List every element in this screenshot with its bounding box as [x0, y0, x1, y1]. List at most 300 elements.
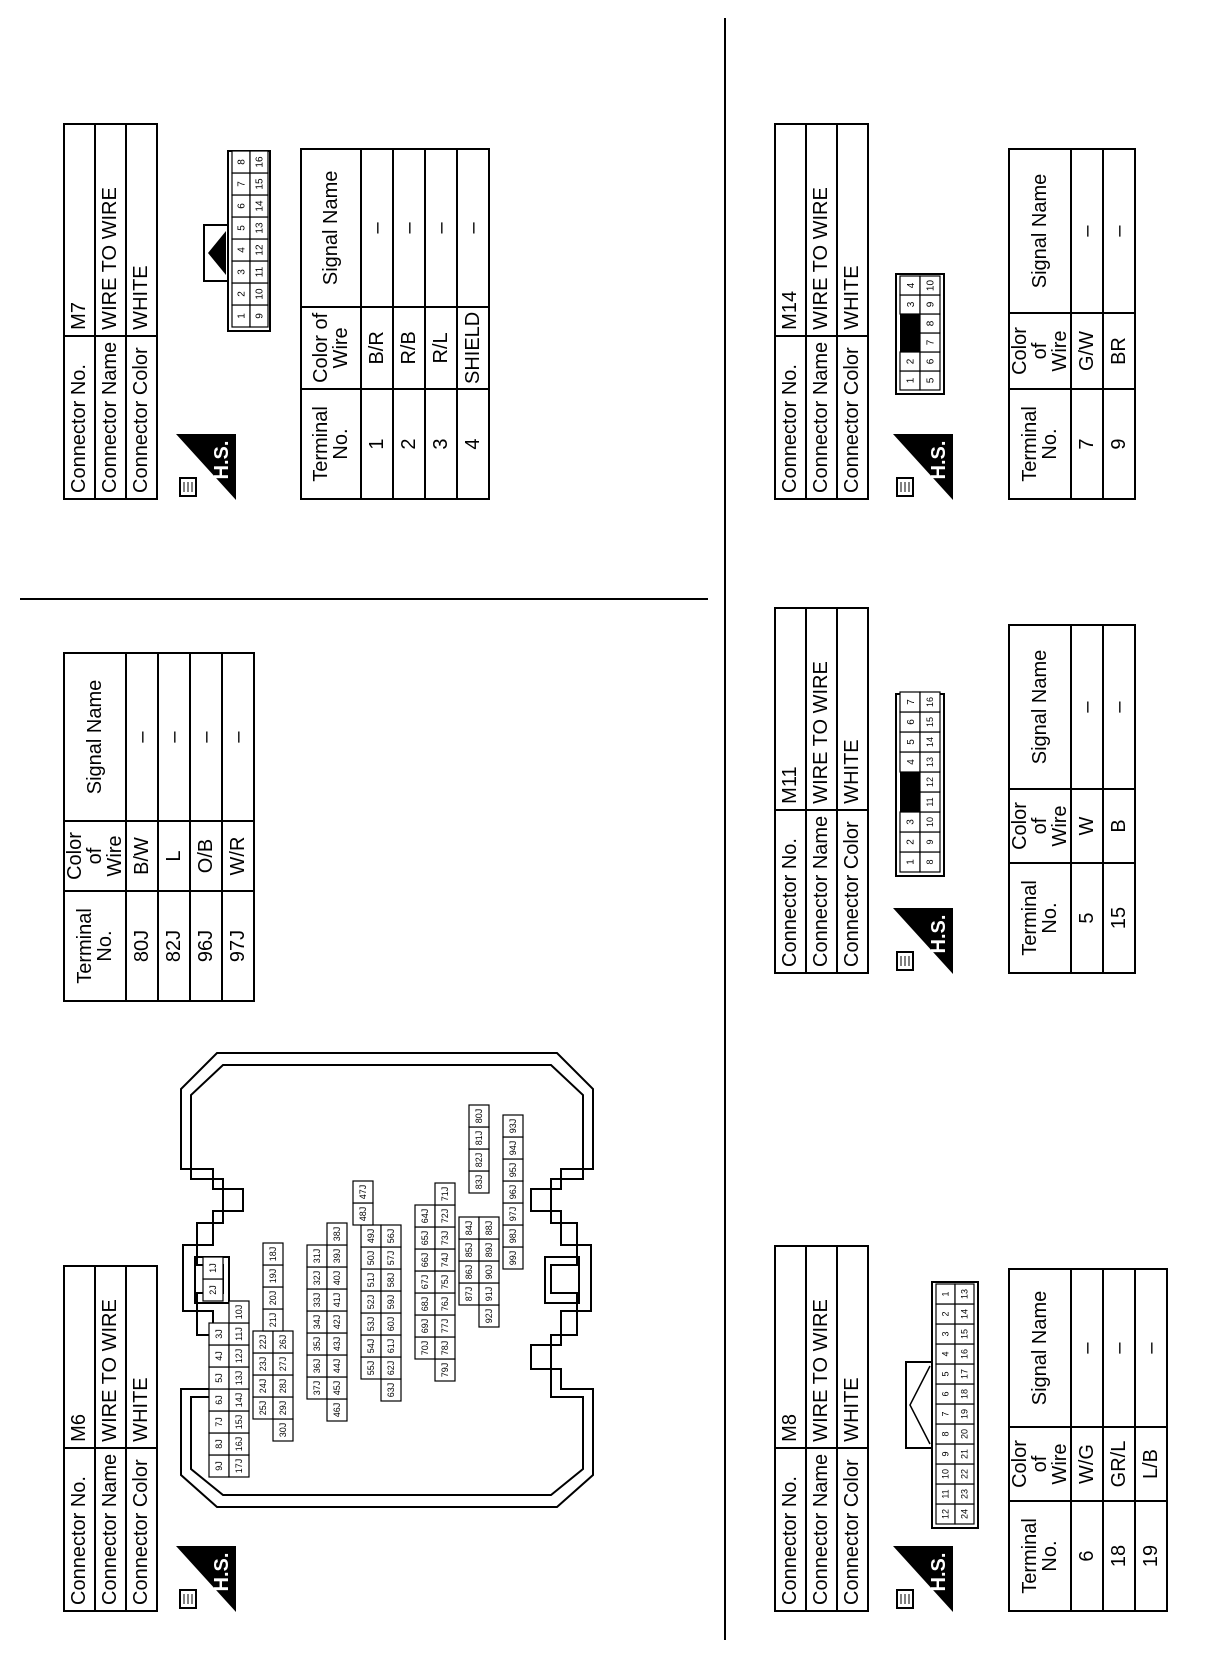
- pin-label: 79J: [440, 1362, 451, 1378]
- pin-label: 68J: [420, 1296, 431, 1312]
- pin-label: 11J: [234, 1327, 245, 1341]
- pin-label: 22: [959, 1468, 970, 1480]
- pin-label: 11: [254, 266, 266, 278]
- pin-label: 88J: [484, 1220, 495, 1236]
- m7-hs-label: H.S.: [211, 440, 233, 480]
- pin-label: 7: [925, 339, 937, 346]
- pin-label: 1: [905, 377, 917, 384]
- m7-col-terminal-no: Terminal No.: [301, 389, 361, 499]
- m8-col-color-of-wire: [1009, 1427, 1071, 1501]
- pin-label: 1J: [208, 1263, 219, 1273]
- pin-label: 26J: [278, 1334, 289, 1350]
- m11-connector-no: M11: [775, 608, 806, 810]
- m8-signal: –: [1071, 1269, 1103, 1427]
- pin-label: 90J: [484, 1264, 495, 1280]
- pin-label: 16: [959, 1348, 970, 1360]
- keyway-block: [900, 772, 920, 812]
- pin-label: 96J: [508, 1184, 519, 1200]
- pin-label: 34J: [312, 1314, 323, 1330]
- pin-label: 1: [236, 313, 248, 319]
- m6-connector-no-label: Connector No.: [64, 1448, 95, 1611]
- pin-label: 7: [906, 699, 917, 705]
- pin-label: 36J: [312, 1358, 323, 1374]
- m14-signal: –: [1103, 149, 1135, 313]
- m6-hs-label: H.S.: [211, 1552, 233, 1592]
- m6-pin-grid: [203, 1105, 523, 1477]
- m8-col-terminal-no: Terminal No.: [1009, 1501, 1071, 1611]
- pin-label: 22J: [258, 1334, 269, 1350]
- pin-label: 30J: [278, 1422, 289, 1438]
- m7-connector-no: M7: [64, 124, 95, 336]
- pin-label: 10J: [234, 1304, 245, 1320]
- pin-label: 42J: [332, 1314, 343, 1330]
- pin-label: 50J: [366, 1250, 377, 1266]
- pin-label: 13J: [234, 1370, 245, 1386]
- pin-label: 82J: [474, 1152, 485, 1168]
- pin-label: 46J: [332, 1402, 343, 1418]
- pin-label: 10: [925, 816, 936, 828]
- pin-label: 31J: [312, 1248, 323, 1264]
- m8-col-color-of: Color of: [1009, 1440, 1051, 1488]
- pin-label: 3: [940, 1331, 951, 1337]
- horizontal-divider: [724, 18, 726, 1640]
- pin-label: 15: [254, 178, 266, 190]
- table-row: [1103, 625, 1135, 973]
- m6-signal: –: [158, 653, 190, 821]
- m14-pin-grid: [900, 276, 940, 390]
- pin-label: 23J: [258, 1356, 269, 1372]
- pin-label: 14: [959, 1308, 970, 1320]
- m6-connector-name: WIRE TO WIRE: [95, 1266, 126, 1448]
- m6-terminal-table: [63, 652, 255, 1002]
- m7-connector-name-label: Connector Name: [95, 336, 126, 499]
- m14-connector-no-label: Connector No.: [775, 336, 806, 499]
- m11-connector-name-label: Connector Name: [806, 810, 837, 973]
- m7-wire-color: R/L: [425, 307, 457, 389]
- pin-label: 8: [925, 320, 937, 327]
- m6-signal: –: [190, 653, 222, 821]
- pin-label: 23: [959, 1488, 970, 1500]
- pin-label: 66J: [420, 1252, 431, 1268]
- m6-signal: –: [126, 653, 158, 821]
- m7-signal: –: [361, 149, 393, 307]
- pin-label: 74J: [440, 1252, 451, 1268]
- m7-connector-no-label: Connector No.: [64, 336, 95, 499]
- pin-label: 59J: [386, 1294, 397, 1310]
- pin-label: 16: [925, 696, 936, 708]
- m6-harness-side-icon: [176, 1546, 236, 1612]
- pin-label: 17: [959, 1368, 970, 1380]
- pin-label: 21: [959, 1448, 970, 1460]
- pin-label: 1: [905, 859, 917, 865]
- table-row: [425, 149, 457, 499]
- pin-label: 8J: [214, 1439, 225, 1449]
- m8-terminal-no: 19: [1135, 1501, 1167, 1611]
- keyway-block: [900, 314, 920, 352]
- m8-connector-name: WIRE TO WIRE: [806, 1246, 837, 1448]
- pin-label: 39J: [332, 1248, 343, 1264]
- m14-connector-face: [890, 258, 950, 398]
- table-row: [158, 653, 190, 1001]
- m7-wire-color: B/R: [361, 307, 393, 389]
- m11-harness-side-icon: [893, 908, 953, 974]
- m6-wire-color: L: [158, 821, 190, 891]
- pin-label: 27J: [278, 1356, 289, 1372]
- pin-label: 65J: [420, 1230, 431, 1246]
- m6-terminal-no: 80J: [126, 891, 158, 1001]
- m7-col-signal-name: Signal Name: [301, 149, 361, 307]
- m7-signal: –: [425, 149, 457, 307]
- pin-label: 18J: [268, 1246, 279, 1262]
- pin-label: 78J: [440, 1340, 451, 1356]
- m8-connector-face: [900, 1262, 1000, 1532]
- pin-label: 15: [959, 1328, 970, 1340]
- pin-label: 11: [940, 1489, 951, 1499]
- pin-label: 97J: [508, 1206, 519, 1222]
- m8-header-table: [774, 1245, 869, 1612]
- table-row: [361, 149, 393, 499]
- pin-label: 4: [236, 247, 248, 253]
- pin-label: 49J: [366, 1228, 377, 1244]
- m8-col-signal-name: Signal Name: [1009, 1269, 1071, 1427]
- table-row: [457, 149, 489, 499]
- pin-label: 80J: [474, 1108, 485, 1124]
- pin-label: 15J: [234, 1414, 245, 1430]
- pin-label: 61J: [386, 1338, 397, 1354]
- pin-label: 6: [940, 1391, 951, 1397]
- pin-label: 11: [925, 797, 936, 807]
- pin-label: 32J: [312, 1270, 323, 1286]
- pin-label: 37J: [312, 1380, 323, 1396]
- pin-label: 56J: [386, 1228, 397, 1244]
- m8-signal: –: [1103, 1269, 1135, 1427]
- pin-label: 21J: [268, 1312, 279, 1328]
- m8-connector-color: WHITE: [837, 1246, 868, 1448]
- m6-terminal-no: 97J: [222, 891, 254, 1001]
- m7-signal: –: [457, 149, 489, 307]
- pin-label: 15: [925, 716, 936, 728]
- pin-label: 2: [905, 839, 917, 845]
- pin-label: 8: [940, 1431, 951, 1437]
- table-row: [222, 653, 254, 1001]
- pin-label: 13: [254, 222, 266, 234]
- pin-label: 10: [940, 1468, 951, 1480]
- pin-label: 67J: [420, 1274, 431, 1290]
- pin-label: 3: [236, 269, 248, 275]
- m8-pin-grid: [936, 1284, 974, 1524]
- m8-connector-no: M8: [775, 1246, 806, 1448]
- m7-col-color-of: Color of: [310, 312, 332, 383]
- pin-label: 89J: [484, 1242, 495, 1258]
- pin-label: 9: [940, 1451, 951, 1457]
- m7-col-color-of-wire: [301, 307, 361, 389]
- m7-col-wire: Wire: [330, 327, 352, 369]
- m11-col-color-of: Color of: [1009, 802, 1051, 850]
- pin-label: 5: [236, 225, 248, 231]
- m11-terminal-no: 5: [1071, 863, 1103, 973]
- pin-label: 64J: [420, 1208, 431, 1224]
- pin-label: 2: [236, 291, 248, 297]
- m14-terminal-table: [1008, 148, 1136, 500]
- m14-wire-color: BR: [1103, 313, 1135, 389]
- pin-label: 47J: [358, 1184, 369, 1200]
- pin-label: 29J: [278, 1400, 289, 1416]
- m11-terminal-no: 15: [1103, 863, 1135, 973]
- pin-label: 25J: [258, 1400, 269, 1416]
- m8-harness-side-icon: [893, 1546, 953, 1612]
- pin-label: 38J: [332, 1226, 343, 1242]
- pin-label: 4J: [214, 1351, 225, 1361]
- pin-label: 9: [925, 301, 937, 308]
- m11-connector-no-label: Connector No.: [775, 810, 806, 973]
- pin-label: 7: [236, 181, 248, 187]
- pin-label: 14: [925, 736, 936, 748]
- m11-terminal-table: [1008, 624, 1136, 974]
- pin-label: 1: [940, 1291, 951, 1297]
- pin-label: 43J: [332, 1336, 343, 1352]
- table-row: [393, 149, 425, 499]
- pin-label: 62J: [386, 1360, 397, 1376]
- pin-label: 95J: [508, 1162, 519, 1178]
- m11-col-color-of-wire: [1009, 789, 1071, 863]
- pin-label: 35J: [312, 1336, 323, 1352]
- m7-connector-color-label: Connector Color: [126, 336, 157, 499]
- pin-label: 58J: [386, 1272, 397, 1288]
- pin-label: 20J: [268, 1290, 279, 1306]
- m14-col-wire: Wire: [1049, 330, 1071, 372]
- pin-label: 85J: [464, 1242, 475, 1258]
- m6-connector-face: [173, 1045, 603, 1515]
- m8-wire-color: GR/L: [1103, 1427, 1135, 1501]
- pin-label: 12: [940, 1508, 951, 1520]
- pin-label: 19: [959, 1408, 970, 1420]
- pin-label: 8: [236, 159, 248, 165]
- m7-pin-grid: [232, 151, 268, 327]
- pin-label: 6: [906, 719, 917, 725]
- m8-wire-color: L/B: [1135, 1427, 1167, 1501]
- m6-terminal-no: 82J: [158, 891, 190, 1001]
- pin-label: 71J: [440, 1186, 451, 1202]
- m11-hs-label: H.S.: [928, 914, 950, 954]
- table-row: [190, 653, 222, 1001]
- m7-terminal-no: 2: [393, 389, 425, 499]
- pin-label: 5: [940, 1371, 951, 1377]
- m7-connector-color: WHITE: [126, 124, 157, 336]
- m7-connector-name: WIRE TO WIRE: [95, 124, 126, 336]
- pin-label: 55J: [366, 1360, 377, 1376]
- table-row: [1071, 149, 1103, 499]
- pin-label: 45J: [332, 1380, 343, 1396]
- pin-label: 8: [925, 859, 936, 865]
- m11-signal: –: [1071, 625, 1103, 789]
- m11-connector-face: [890, 680, 950, 880]
- m7-signal: –: [393, 149, 425, 307]
- m6-signal: –: [222, 653, 254, 821]
- m14-terminal-no: 7: [1071, 389, 1103, 499]
- pin-label: 54J: [366, 1338, 377, 1354]
- pin-label: 72J: [440, 1208, 451, 1224]
- pin-label: 13: [925, 756, 936, 768]
- m11-col-signal-name: Signal Name: [1009, 625, 1071, 789]
- pin-label: 14: [254, 200, 266, 212]
- pin-label: 52J: [366, 1294, 377, 1310]
- pin-label: 48J: [358, 1206, 369, 1222]
- pin-label: 60J: [386, 1316, 397, 1332]
- pin-label: 10: [254, 288, 266, 300]
- m8-signal: –: [1135, 1269, 1167, 1427]
- pin-label: 53J: [366, 1316, 377, 1332]
- m7-terminal-no: 1: [361, 389, 393, 499]
- m11-connector-color: WHITE: [837, 608, 868, 810]
- m6-connector-color-label: Connector Color: [126, 1448, 157, 1611]
- table-row: [1103, 1269, 1135, 1611]
- pin-label: 51J: [366, 1272, 377, 1288]
- pin-label: 94J: [508, 1140, 519, 1156]
- m8-terminal-no: 18: [1103, 1501, 1135, 1611]
- table-row: [1103, 149, 1135, 499]
- m11-signal: –: [1103, 625, 1135, 789]
- pin-label: 3: [906, 301, 917, 308]
- pin-label: 86J: [464, 1264, 475, 1280]
- m6-terminal-no: 96J: [190, 891, 222, 1001]
- m14-wire-color: G/W: [1071, 313, 1103, 389]
- pin-label: 7: [940, 1411, 951, 1417]
- pin-label: 6J: [214, 1395, 225, 1405]
- pin-label: 75J: [440, 1274, 451, 1290]
- pin-label: 9J: [214, 1461, 225, 1471]
- pin-label: 12: [254, 244, 266, 256]
- m6-col-wire: Wire: [104, 835, 126, 877]
- pin-label: 9: [925, 839, 936, 845]
- table-row: [1071, 625, 1103, 973]
- pin-label: 24J: [258, 1378, 269, 1394]
- table-row: [1135, 1269, 1167, 1611]
- m8-connector-name-label: Connector Name: [806, 1448, 837, 1611]
- m14-connector-name-label: Connector Name: [806, 336, 837, 499]
- pin-label: 93J: [508, 1118, 519, 1134]
- m7-wire-color: R/B: [393, 307, 425, 389]
- m11-connector-name: WIRE TO WIRE: [806, 608, 837, 810]
- pin-label: 99J: [508, 1250, 519, 1266]
- m8-connector-no-label: Connector No.: [775, 1448, 806, 1611]
- pin-label: 24: [959, 1508, 970, 1520]
- m14-col-signal-name: Signal Name: [1009, 149, 1071, 313]
- pin-label: 17J: [234, 1458, 245, 1474]
- m14-col-terminal-no: Terminal No.: [1009, 389, 1071, 499]
- m6-wire-color: O/B: [190, 821, 222, 891]
- pin-label: 12J: [234, 1348, 245, 1364]
- pin-label: 2: [905, 358, 917, 365]
- m14-header-table: [774, 123, 869, 500]
- m14-connector-no: M14: [775, 124, 806, 336]
- m7-harness-side-icon: [176, 434, 236, 500]
- m14-terminal-no: 9: [1103, 389, 1135, 499]
- pin-label: 6: [236, 203, 248, 209]
- pin-label: 4: [940, 1351, 951, 1357]
- pin-label: 44J: [332, 1358, 343, 1374]
- pin-label: 7J: [214, 1417, 225, 1427]
- pin-label: 4: [906, 759, 917, 765]
- pin-label: 77J: [440, 1318, 451, 1334]
- pin-label: 98J: [508, 1228, 519, 1244]
- pin-label: 40J: [332, 1270, 343, 1286]
- pin-label: 3J: [214, 1329, 225, 1339]
- m14-signal: –: [1071, 149, 1103, 313]
- pin-label: 87J: [464, 1286, 475, 1302]
- pin-label: 20: [959, 1428, 970, 1440]
- pin-label: 76J: [440, 1296, 451, 1312]
- pin-label: 33J: [312, 1292, 323, 1308]
- m6-wire-color: B/W: [126, 821, 158, 891]
- m14-col-color-of-wire: [1009, 313, 1071, 389]
- pin-label: 84J: [464, 1220, 475, 1236]
- pin-label: 5: [925, 377, 937, 384]
- pin-label: 63J: [386, 1382, 397, 1398]
- m7-terminal-no: 3: [425, 389, 457, 499]
- pin-label: 19J: [268, 1268, 279, 1284]
- pin-label: 73J: [440, 1230, 451, 1246]
- m6-col-signal-name: Signal Name: [64, 653, 126, 821]
- m11-wire-color: W: [1071, 789, 1103, 863]
- m8-wire-color: W/G: [1071, 1427, 1103, 1501]
- table-row: [126, 653, 158, 1001]
- pin-label: 5J: [214, 1373, 225, 1383]
- pin-label: 2: [940, 1311, 951, 1317]
- m7-header-table: [63, 123, 158, 500]
- vertical-divider: [20, 598, 708, 600]
- pin-label: 12: [925, 776, 936, 788]
- pin-label: 91J: [484, 1286, 495, 1302]
- m14-harness-side-icon: [893, 434, 953, 500]
- m14-connector-color: WHITE: [837, 124, 868, 336]
- m11-header-table: [774, 607, 869, 974]
- m14-connector-name: WIRE TO WIRE: [806, 124, 837, 336]
- m6-header-table: [63, 1265, 158, 1612]
- m14-hs-label: H.S.: [928, 440, 950, 480]
- pin-label: 18: [959, 1388, 970, 1400]
- pin-label: 2J: [208, 1285, 219, 1295]
- m14-connector-color-label: Connector Color: [837, 336, 868, 499]
- m6-col-color-of: Color of: [64, 832, 106, 880]
- m14-col-color-of: Color of: [1009, 327, 1051, 375]
- pin-label: 9: [254, 313, 266, 319]
- m7-wire-color: SHIELD: [457, 307, 489, 389]
- m7-connector-face: [198, 135, 298, 335]
- m6-connector-name-label: Connector Name: [95, 1448, 126, 1611]
- m11-wire-color: B: [1103, 789, 1135, 863]
- pin-label: 13: [959, 1288, 970, 1300]
- m7-terminal-no: 4: [457, 389, 489, 499]
- m11-connector-color-label: Connector Color: [837, 810, 868, 973]
- pin-label: 6: [925, 358, 937, 365]
- pin-label: 81J: [474, 1130, 485, 1146]
- m6-connector-color: WHITE: [126, 1266, 157, 1448]
- pin-label: 83J: [474, 1174, 485, 1190]
- pin-label: 92J: [484, 1308, 495, 1324]
- pin-label: 70J: [420, 1340, 431, 1356]
- m6-connector-no: M6: [64, 1266, 95, 1448]
- pin-label: 28J: [278, 1378, 289, 1394]
- pin-label: 69J: [420, 1318, 431, 1334]
- pin-label: 5: [906, 739, 917, 745]
- m6-wire-color: W/R: [222, 821, 254, 891]
- pin-label: 16: [254, 156, 266, 168]
- pin-label: 41J: [332, 1292, 343, 1308]
- m8-col-wire: Wire: [1049, 1443, 1071, 1485]
- pin-label: 10: [925, 279, 937, 292]
- pin-label: 14J: [234, 1392, 245, 1408]
- m8-terminal-no: 6: [1071, 1501, 1103, 1611]
